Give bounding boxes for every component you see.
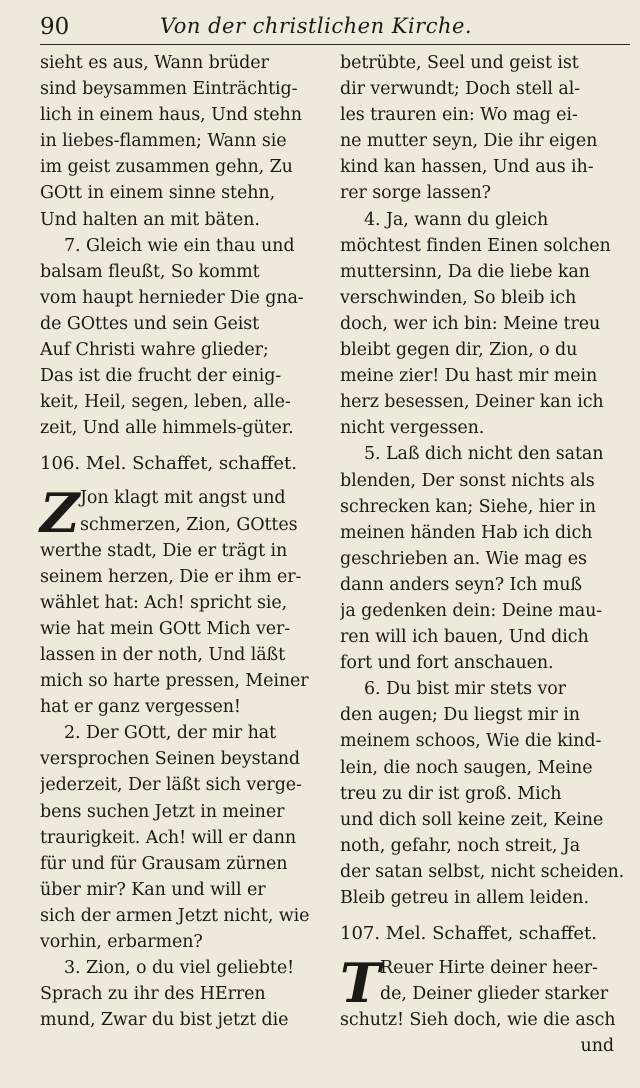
text-line: möchtest finden Einen solchen	[340, 235, 611, 256]
text-line: Jon klagt mit angst und	[80, 488, 286, 509]
text-line: schmerzen, Zion, GOttes	[80, 514, 298, 535]
running-head: Von der christlichen Kirche.	[160, 14, 473, 38]
text-line: Reuer Hirte deiner heer-	[380, 958, 598, 979]
verse-3-continuation	[340, 50, 632, 207]
text-line: ren will ich bauen, Und dich	[340, 627, 589, 648]
text-line: blenden, Der sonst nichts als	[340, 470, 595, 491]
catchword: und	[580, 1036, 614, 1057]
text-line: den augen; Du liegst mir in	[340, 705, 580, 726]
verse-3	[40, 955, 332, 1033]
text-line: 2. Der GOtt, der mir hat	[64, 723, 277, 744]
hymn-106-verse-1	[40, 481, 332, 720]
text-line: 4. Ja, wann du gleich	[364, 209, 549, 230]
text-line: lich in einem haus, Und stehn	[40, 105, 302, 126]
text-line: kind kan hassen, Und aus ih-	[340, 157, 594, 178]
text-line: de GOttes und sein Geist	[40, 313, 260, 334]
text-line: Und halten an mit bäten.	[40, 209, 260, 230]
text-line: mund, Zwar du bist jetzt die	[40, 1010, 289, 1031]
text-line: meinem schoos, Wie die kind-	[340, 731, 602, 752]
text-line: bens suchen Jetzt in meiner	[40, 801, 285, 822]
text-line: verschwinden, So bleib ich	[340, 287, 577, 308]
text-line: vom haupt hernieder Die gna-	[40, 287, 304, 308]
text-line: dir verwundt; Doch stell al-	[340, 79, 581, 100]
text-line: traurigkeit. Ach! will er dann	[40, 827, 297, 848]
text-line: seinem herzen, Die er ihm er-	[40, 566, 302, 587]
hymn-106-heading: 106. Mel. Schaffet, schaffet.	[40, 453, 297, 475]
text-line: versprochen Seinen beystand	[40, 749, 301, 770]
text-line: muttersinn, Da die liebe kan	[340, 261, 590, 282]
drop-cap: Z	[40, 481, 80, 546]
verse-2	[40, 720, 332, 955]
text-line: hat er ganz vergessen!	[40, 697, 241, 718]
page-number: 90	[40, 14, 70, 40]
text-line: 6. Du bist mir stets vor	[364, 679, 566, 700]
left-column	[40, 50, 332, 1033]
verse-7	[40, 233, 332, 442]
text-line: sieht es aus, Wann brüder	[40, 53, 269, 73]
text-line: dann anders seyn? Ich muß	[340, 574, 582, 595]
text-line: 5. Laß dich nicht den satan	[364, 444, 604, 465]
text-line: Das ist die frucht der einig-	[40, 366, 282, 387]
text-line: bleibt gegen dir, Zion, o du	[340, 340, 578, 361]
text-line: fort und fort anschauen.	[340, 653, 554, 674]
text-line: wie hat mein GOtt Mich ver-	[40, 618, 291, 639]
text-line: der satan selbst, nicht scheiden.	[340, 861, 625, 882]
text-line: 7. Gleich wie ein thau und	[64, 235, 295, 256]
text-line: jederzeit, Der läßt sich verge-	[40, 775, 302, 796]
text-line: balsam fleußt, So kommt	[40, 261, 260, 282]
text-line: ja gedenken dein: Deine mau-	[340, 600, 603, 621]
text-line: noth, gefahr, noch streit, Ja	[340, 835, 581, 856]
text-line: im geist zusammen gehn, Zu	[40, 157, 293, 178]
text-line: über mir? Kan und will er	[40, 879, 266, 900]
text-line: wählet hat: Ach! spricht sie,	[40, 592, 288, 613]
text-line: Bleib getreu in allem leiden.	[340, 888, 589, 908]
text-line: Sprach zu ihr des HErren	[40, 984, 266, 1005]
text-line: lein, die noch saugen, Meine	[340, 757, 593, 778]
text-line: keit, Heil, segen, leben, alle-	[40, 392, 291, 413]
text-line: mich so harte pressen, Meiner	[40, 671, 309, 692]
text-line: betrübte, Seel und geist ist	[340, 53, 579, 73]
text-line: treu zu dir ist groß. Mich	[340, 783, 562, 804]
text-line: vorhin, erbarmen?	[40, 932, 203, 952]
text-line: 3. Zion, o du viel geliebte!	[64, 958, 295, 979]
text-line: doch, wer ich bin: Meine treu	[340, 313, 601, 334]
text-line: sich der armen Jetzt nicht, wie	[40, 905, 310, 926]
text-block-continuation	[40, 50, 332, 233]
verse-6	[340, 676, 632, 911]
text-line: meinen händen Hab ich dich	[340, 522, 593, 543]
text-line: herz besessen, Deiner kan ich	[340, 392, 604, 413]
text-line: zeit, Und alle himmels-güter.	[40, 418, 294, 439]
text-line: nicht vergessen.	[340, 418, 485, 439]
text-line: GOtt in einem sinne stehn,	[40, 183, 276, 204]
right-column	[340, 50, 632, 1059]
text-line: ne mutter seyn, Die ihr eigen	[340, 131, 598, 152]
text-line: schrecken kan; Siehe, hier in	[340, 496, 596, 517]
text-line: in liebes-flammen; Wann sie	[40, 131, 287, 152]
text-line: Auf Christi wahre glieder;	[40, 340, 269, 361]
text-line: sind beysammen Einträchtig-	[40, 79, 298, 100]
text-line: für und für Grausam zürnen	[40, 853, 288, 874]
text-line: de, Deiner glieder starker	[380, 984, 609, 1005]
text-line: les trauren ein: Wo mag ei-	[340, 105, 578, 126]
text-line: rer sorge lassen?	[340, 183, 491, 204]
verse-4	[340, 207, 632, 442]
text-line: schutz! Sieh doch, wie die asch	[340, 1010, 616, 1031]
text-line: werthe stadt, Die er trägt in	[40, 540, 288, 561]
text-line: und dich soll keine zeit, Keine	[340, 809, 604, 830]
text-line: geschrieben an. Wie mag es	[340, 548, 587, 569]
text-line: meine zier! Du hast mir mein	[340, 366, 598, 387]
hymn-107-verse-1	[340, 951, 632, 1033]
verse-5	[340, 441, 632, 676]
text-line: lassen in der noth, Und läßt	[40, 644, 286, 665]
page-header	[40, 8, 630, 45]
hymn-107-heading: 107. Mel. Schaffet, schaffet.	[340, 923, 597, 945]
drop-cap: T	[340, 951, 381, 1016]
